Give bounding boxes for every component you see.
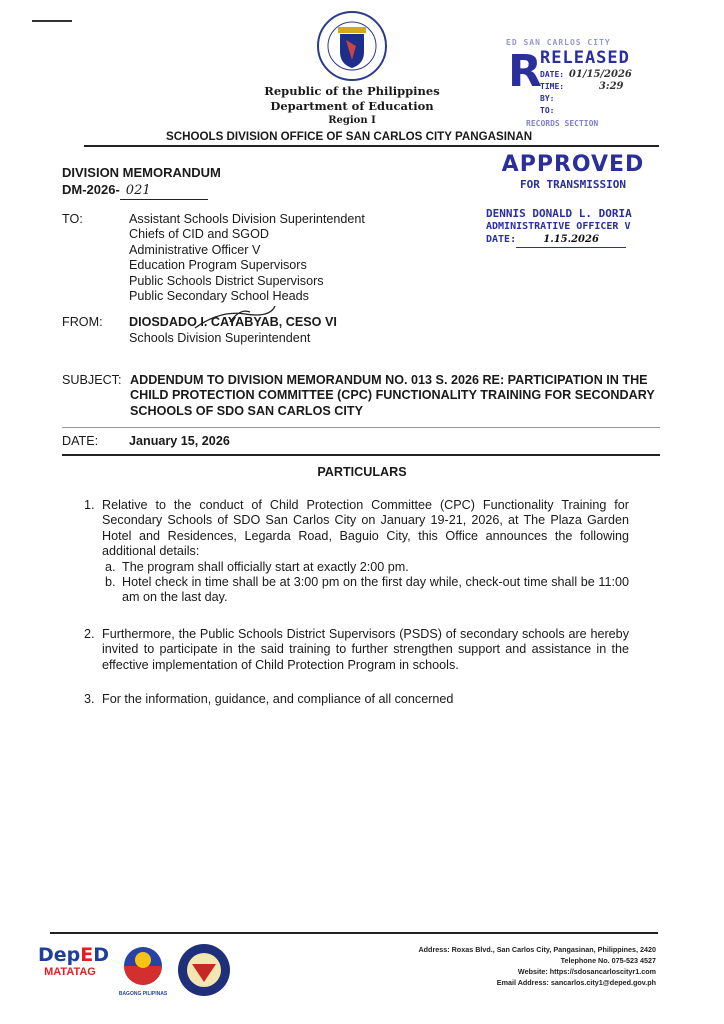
region-line: Region I xyxy=(328,115,376,126)
memo-type: DIVISION MEMORANDUM xyxy=(62,165,221,180)
recipient: Assistant Schools Division Superintendent xyxy=(129,212,365,226)
bagong-pilipinas-logo: BAGONG PILIPINAS xyxy=(112,942,174,998)
subject-label: SUBJECT: xyxy=(62,373,122,387)
date-divider xyxy=(62,454,660,456)
from-title: Schools Division Superintendent xyxy=(129,331,311,345)
memo-date: January 15, 2026 xyxy=(129,434,230,448)
recipient: Education Program Supervisors xyxy=(129,258,307,273)
subject-divider xyxy=(62,427,660,428)
recipient-list xyxy=(129,212,365,304)
sub-item: b. Hotel check in time shall be at 3:00 pm on the first day while, check-out time shall be 11:00 am on the last day. xyxy=(105,575,629,605)
footer-address: Address: Roxas Blvd., San Carlos City, Pangasinan, Philippines, 2420 xyxy=(418,945,656,954)
footer-website[interactable]: Website: https://sdosancarloscityr1.com xyxy=(517,967,656,976)
sub-item: a. The program shall officially start at exactly 2:00 pm. xyxy=(105,559,409,574)
scan-mark xyxy=(32,20,72,22)
recipient: Public Schools District Supervisors xyxy=(129,273,324,288)
deped-seal xyxy=(316,10,388,82)
header-divider xyxy=(84,145,659,147)
list-item: 2. Furthermore, the Public Schools District Supervisors (PSDS) of secondary schools are hereby invited to participate in the said training to further strengthen support and assistance in the effective implementation of Child Protection Program in schools. xyxy=(84,627,629,672)
from-name: DIOSDADO I. CAYABYAB, CESO VI xyxy=(129,315,337,329)
department-line: Department of Education xyxy=(270,99,434,113)
footer-contact xyxy=(418,944,656,988)
subject-text: ADDENDUM TO DIVISION MEMORANDUM NO. 013 S. 2026 RE: PARTICIPATION IN THE CHILD PROTECTION COMMITTEE (CPC) FUNCTIONALITY TRAINING FOR SECONDARY SCHOOLS OF SDO SAN CARLOS CITY xyxy=(130,373,655,418)
recipient: Public Secondary School Heads xyxy=(129,289,309,304)
deped-matatag-logo: DepED MATATAG xyxy=(38,944,110,978)
republic-line: Republic of the Philippines xyxy=(264,84,440,98)
office-name: SCHOOLS DIVISION OFFICE OF SAN CARLOS CITY PANGASINAN xyxy=(166,130,533,143)
footer-email[interactable]: Email Address: sancarlos.city1@deped.gov.ph xyxy=(496,978,656,987)
date-label: DATE: xyxy=(62,434,99,448)
recipient: Administrative Officer V xyxy=(129,242,261,257)
approved-stamp: APPROVED FOR TRANSMISSION DENNIS DONALD L. DORIA ADMINISTRATIVE OFFICER V DATE: 1.15.2026 xyxy=(478,152,668,248)
footer-telephone: Telephone No. 075-523 4527 xyxy=(560,956,656,965)
release-stamp: ED SAN CARLOS CITY R RELEASED DATE: 01/15/2026 TIME: 3:29 BY: TO: RECORDS SECTION xyxy=(506,38,632,128)
to-label: TO: xyxy=(62,212,83,226)
signature xyxy=(190,300,280,332)
particulars-heading: PARTICULARS xyxy=(317,465,407,479)
recipient: Chiefs of CID and SGOD xyxy=(129,227,269,242)
sdo-seal-logo xyxy=(176,942,232,1003)
list-item: 3. For the information, guidance, and compliance of all concerned xyxy=(84,692,454,706)
list-item: 1. Relative to the conduct of Child Protection Committee (CPC) Functionality Training for Secondary Schools of SDO San Carlos City on January 19-21, 2026, at The Plaza Garden Hotel and Residences, Legarda Road, Baguio City, this Office announces the following additional details: a. The program shall officially start at exactly 2:00 pm. b. Hotel check in time shall be at 3:00 pm on the first day while, check-out time shall be 11:00 am on the last day. xyxy=(84,498,629,605)
memo-number: DM-2026- 021 xyxy=(62,182,208,200)
footer-divider xyxy=(50,932,658,934)
from-label: FROM: xyxy=(62,315,103,329)
